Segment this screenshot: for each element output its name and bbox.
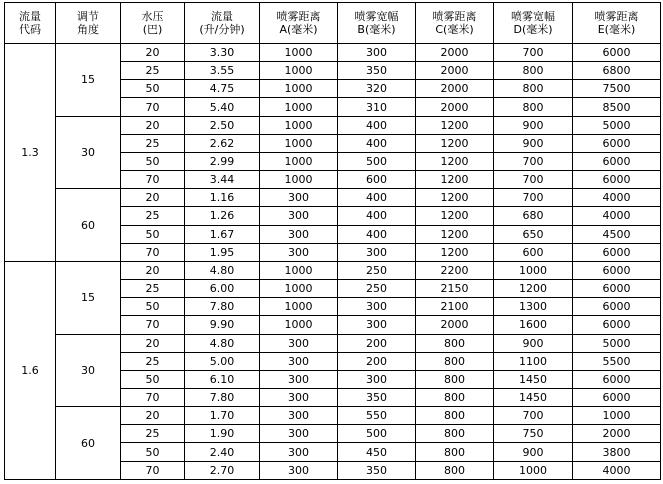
- distance-e-cell: 6000: [573, 261, 661, 279]
- distance-a-cell: 1000: [260, 171, 338, 189]
- table-row: [5, 44, 661, 62]
- width-b-cell: 320: [338, 80, 416, 98]
- flow-rate-cell: 2.99: [185, 152, 260, 170]
- distance-a-cell: 300: [260, 461, 338, 479]
- width-d-cell: 800: [494, 80, 573, 98]
- distance-a-cell: 1000: [260, 298, 338, 316]
- distance-e-cell: 6800: [573, 62, 661, 80]
- width-d-cell: 1300: [494, 298, 573, 316]
- pressure-cell: 25: [121, 134, 185, 152]
- pressure-cell: 20: [121, 189, 185, 207]
- distance-c-cell: 2100: [416, 298, 494, 316]
- width-d-cell: 800: [494, 98, 573, 116]
- distance-e-cell: 6000: [573, 134, 661, 152]
- pressure-cell: 50: [121, 298, 185, 316]
- distance-c-cell: 1200: [416, 134, 494, 152]
- distance-e-cell: 4500: [573, 225, 661, 243]
- table-row: [5, 189, 661, 207]
- distance-a-cell: 1000: [260, 98, 338, 116]
- flow-rate-cell: 5.40: [185, 98, 260, 116]
- distance-e-cell: 6000: [573, 152, 661, 170]
- header-adjust-angle: 调节 角度: [56, 3, 121, 44]
- width-d-cell: 1000: [494, 461, 573, 479]
- flow-rate-cell: 2.50: [185, 116, 260, 134]
- distance-a-cell: 1000: [260, 44, 338, 62]
- width-d-cell: 700: [494, 152, 573, 170]
- width-d-cell: 700: [494, 407, 573, 425]
- width-b-cell: 250: [338, 280, 416, 298]
- width-d-cell: 700: [494, 44, 573, 62]
- width-d-cell: 650: [494, 225, 573, 243]
- distance-c-cell: 800: [416, 370, 494, 388]
- pressure-cell: 50: [121, 80, 185, 98]
- flow-rate-cell: 7.80: [185, 388, 260, 406]
- flow-code-cell: 1.6: [5, 261, 56, 479]
- flow-rate-cell: 2.70: [185, 461, 260, 479]
- distance-e-cell: 2000: [573, 425, 661, 443]
- flow-rate-cell: 1.70: [185, 407, 260, 425]
- pressure-cell: 25: [121, 280, 185, 298]
- width-b-cell: 300: [338, 370, 416, 388]
- pressure-cell: 50: [121, 370, 185, 388]
- distance-a-cell: 300: [260, 370, 338, 388]
- flow-rate-cell: 7.80: [185, 298, 260, 316]
- width-d-cell: 900: [494, 116, 573, 134]
- distance-c-cell: 800: [416, 388, 494, 406]
- flow-rate-cell: 1.26: [185, 207, 260, 225]
- table-row: [5, 407, 661, 425]
- distance-a-cell: 300: [260, 189, 338, 207]
- pressure-cell: 70: [121, 243, 185, 261]
- header-spray-distance-e: 喷雾距离 E(毫米): [573, 3, 661, 44]
- width-d-cell: 900: [494, 443, 573, 461]
- width-b-cell: 200: [338, 334, 416, 352]
- distance-a-cell: 300: [260, 388, 338, 406]
- table-row: [5, 334, 661, 352]
- distance-c-cell: 2000: [416, 98, 494, 116]
- pressure-cell: 70: [121, 171, 185, 189]
- angle-cell: 60: [56, 189, 121, 262]
- distance-a-cell: 300: [260, 425, 338, 443]
- distance-e-cell: 7500: [573, 80, 661, 98]
- width-b-cell: 300: [338, 298, 416, 316]
- distance-a-cell: 1000: [260, 62, 338, 80]
- distance-c-cell: 1200: [416, 171, 494, 189]
- header-spray-width-d: 喷雾宽幅 D(毫米): [494, 3, 573, 44]
- distance-a-cell: 300: [260, 352, 338, 370]
- angle-cell: 30: [56, 116, 121, 189]
- flow-rate-cell: 3.55: [185, 62, 260, 80]
- width-b-cell: 600: [338, 171, 416, 189]
- header-spray-width-b: 喷雾宽幅 B(毫米): [338, 3, 416, 44]
- width-b-cell: 300: [338, 44, 416, 62]
- width-b-cell: 550: [338, 407, 416, 425]
- width-b-cell: 310: [338, 98, 416, 116]
- flow-rate-cell: 6.10: [185, 370, 260, 388]
- pressure-cell: 50: [121, 443, 185, 461]
- flow-code-cell: 1.3: [5, 44, 56, 262]
- width-d-cell: 800: [494, 62, 573, 80]
- distance-c-cell: 2000: [416, 80, 494, 98]
- flow-rate-cell: 1.67: [185, 225, 260, 243]
- distance-e-cell: 6000: [573, 316, 661, 334]
- width-b-cell: 400: [338, 207, 416, 225]
- distance-e-cell: 6000: [573, 298, 661, 316]
- distance-c-cell: 2150: [416, 280, 494, 298]
- width-d-cell: 680: [494, 207, 573, 225]
- header-spray-distance-a: 喷雾距离 A(毫米): [260, 3, 338, 44]
- distance-c-cell: 1200: [416, 207, 494, 225]
- pressure-cell: 50: [121, 225, 185, 243]
- distance-c-cell: 1200: [416, 243, 494, 261]
- flow-rate-cell: 2.62: [185, 134, 260, 152]
- distance-a-cell: 1000: [260, 316, 338, 334]
- distance-e-cell: 8500: [573, 98, 661, 116]
- width-b-cell: 500: [338, 425, 416, 443]
- flow-rate-cell: 1.16: [185, 189, 260, 207]
- distance-c-cell: 1200: [416, 152, 494, 170]
- pressure-cell: 25: [121, 425, 185, 443]
- distance-a-cell: 1000: [260, 261, 338, 279]
- angle-cell: 15: [56, 261, 121, 334]
- width-d-cell: 1100: [494, 352, 573, 370]
- pressure-cell: 70: [121, 388, 185, 406]
- flow-rate-cell: 5.00: [185, 352, 260, 370]
- angle-cell: 15: [56, 44, 121, 117]
- flow-rate-cell: 2.40: [185, 443, 260, 461]
- width-b-cell: 500: [338, 152, 416, 170]
- distance-e-cell: 1000: [573, 407, 661, 425]
- width-d-cell: 700: [494, 171, 573, 189]
- width-b-cell: 350: [338, 62, 416, 80]
- width-b-cell: 300: [338, 316, 416, 334]
- width-d-cell: 1000: [494, 261, 573, 279]
- distance-e-cell: 3800: [573, 443, 661, 461]
- distance-a-cell: 300: [260, 225, 338, 243]
- pressure-cell: 50: [121, 152, 185, 170]
- flow-rate-cell: 4.80: [185, 334, 260, 352]
- width-b-cell: 250: [338, 261, 416, 279]
- distance-c-cell: 800: [416, 443, 494, 461]
- distance-e-cell: 6000: [573, 370, 661, 388]
- width-b-cell: 300: [338, 243, 416, 261]
- width-b-cell: 400: [338, 189, 416, 207]
- pressure-cell: 20: [121, 334, 185, 352]
- flow-rate-cell: 6.00: [185, 280, 260, 298]
- width-b-cell: 350: [338, 388, 416, 406]
- width-d-cell: 600: [494, 243, 573, 261]
- width-d-cell: 900: [494, 134, 573, 152]
- distance-c-cell: 2000: [416, 316, 494, 334]
- distance-e-cell: 6000: [573, 171, 661, 189]
- header-water-pressure: 水压 (巴): [121, 3, 185, 44]
- width-b-cell: 200: [338, 352, 416, 370]
- flow-rate-cell: 1.90: [185, 425, 260, 443]
- distance-e-cell: 5000: [573, 116, 661, 134]
- width-b-cell: 450: [338, 443, 416, 461]
- distance-c-cell: 800: [416, 461, 494, 479]
- table-row: [5, 261, 661, 279]
- distance-a-cell: 1000: [260, 134, 338, 152]
- width-b-cell: 400: [338, 116, 416, 134]
- pressure-cell: 70: [121, 98, 185, 116]
- width-d-cell: 750: [494, 425, 573, 443]
- distance-a-cell: 300: [260, 407, 338, 425]
- pressure-cell: 25: [121, 352, 185, 370]
- pressure-cell: 20: [121, 44, 185, 62]
- width-b-cell: 400: [338, 134, 416, 152]
- distance-c-cell: 1200: [416, 189, 494, 207]
- distance-c-cell: 2000: [416, 62, 494, 80]
- pressure-cell: 20: [121, 116, 185, 134]
- distance-e-cell: 5000: [573, 334, 661, 352]
- distance-c-cell: 800: [416, 407, 494, 425]
- angle-cell: 60: [56, 407, 121, 480]
- header-flow-rate: 流量 (升/分钟): [185, 3, 260, 44]
- distance-c-cell: 800: [416, 425, 494, 443]
- flow-rate-cell: 3.30: [185, 44, 260, 62]
- flow-rate-cell: 1.95: [185, 243, 260, 261]
- distance-e-cell: 4000: [573, 189, 661, 207]
- header-flow-code: 流量 代码: [5, 3, 56, 44]
- flow-rate-cell: 4.80: [185, 261, 260, 279]
- pressure-cell: 20: [121, 261, 185, 279]
- distance-a-cell: 1000: [260, 116, 338, 134]
- spray-spec-table: [4, 2, 661, 480]
- distance-e-cell: 6000: [573, 280, 661, 298]
- table-header: [5, 3, 661, 44]
- header-row: [5, 3, 661, 44]
- distance-e-cell: 6000: [573, 388, 661, 406]
- distance-a-cell: 300: [260, 443, 338, 461]
- pressure-cell: 70: [121, 316, 185, 334]
- width-b-cell: 350: [338, 461, 416, 479]
- distance-e-cell: 4000: [573, 461, 661, 479]
- flow-rate-cell: 4.75: [185, 80, 260, 98]
- distance-c-cell: 1200: [416, 225, 494, 243]
- distance-c-cell: 2200: [416, 261, 494, 279]
- angle-cell: 30: [56, 334, 121, 407]
- pressure-cell: 25: [121, 62, 185, 80]
- distance-e-cell: 6000: [573, 243, 661, 261]
- width-d-cell: 1600: [494, 316, 573, 334]
- distance-e-cell: 4000: [573, 207, 661, 225]
- distance-c-cell: 800: [416, 352, 494, 370]
- flow-rate-cell: 3.44: [185, 171, 260, 189]
- distance-e-cell: 5500: [573, 352, 661, 370]
- distance-c-cell: 2000: [416, 44, 494, 62]
- distance-a-cell: 300: [260, 334, 338, 352]
- distance-a-cell: 1000: [260, 152, 338, 170]
- width-d-cell: 1450: [494, 388, 573, 406]
- flow-rate-cell: 9.90: [185, 316, 260, 334]
- pressure-cell: 20: [121, 407, 185, 425]
- distance-c-cell: 800: [416, 334, 494, 352]
- distance-a-cell: 1000: [260, 280, 338, 298]
- width-d-cell: 1450: [494, 370, 573, 388]
- distance-e-cell: 6000: [573, 44, 661, 62]
- distance-c-cell: 1200: [416, 116, 494, 134]
- table-row: [5, 116, 661, 134]
- distance-a-cell: 300: [260, 243, 338, 261]
- table-body: [5, 44, 661, 480]
- width-d-cell: 1200: [494, 280, 573, 298]
- pressure-cell: 25: [121, 207, 185, 225]
- width-d-cell: 900: [494, 334, 573, 352]
- pressure-cell: 70: [121, 461, 185, 479]
- distance-a-cell: 300: [260, 207, 338, 225]
- header-spray-distance-c: 喷雾距离 C(毫米): [416, 3, 494, 44]
- width-d-cell: 700: [494, 189, 573, 207]
- width-b-cell: 400: [338, 225, 416, 243]
- distance-a-cell: 1000: [260, 80, 338, 98]
